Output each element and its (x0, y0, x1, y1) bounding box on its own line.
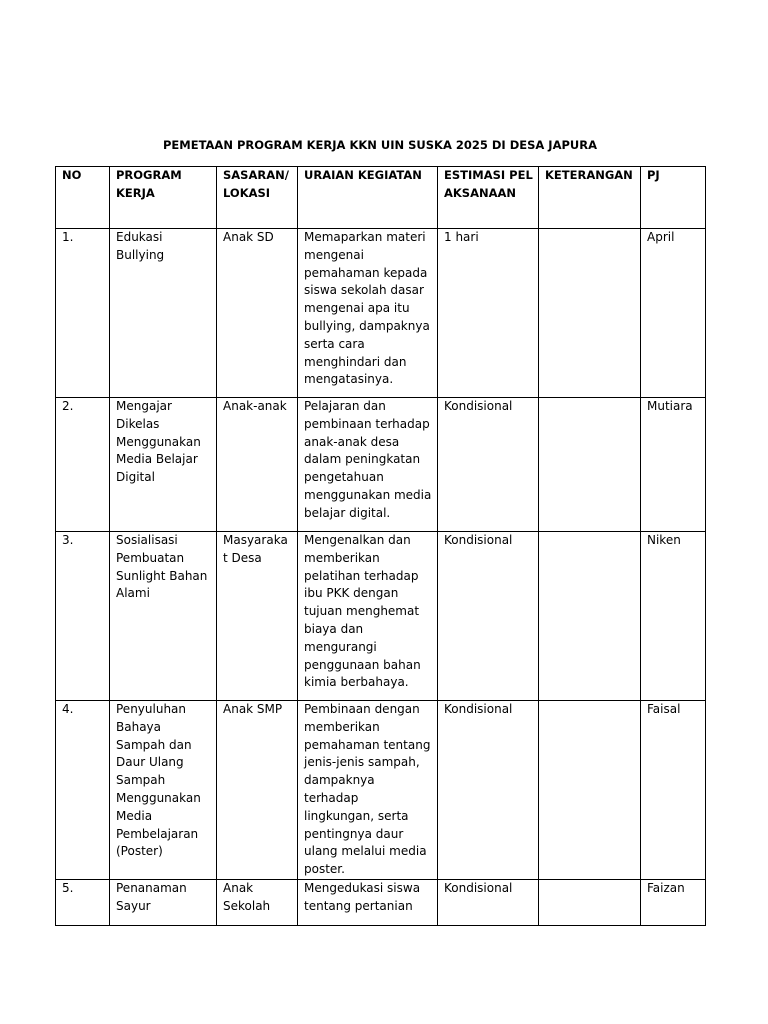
header-program: PROGRAM KERJA (110, 167, 217, 229)
table-row (56, 398, 706, 532)
row-uraian: Pelajaran dan pembinaan terhadap anak-anak desa dalam peningkatan pengetahuan menggunakan media belajar digital. (298, 398, 438, 532)
row-uraian: Pembinaan dengan memberikan pemahaman tentang jenis-jenis sampah, dampaknya terhadap lingkungan, serta pentingnya daur ulang melalui media poster. (298, 701, 438, 880)
row-estimasi: Kondisional (438, 532, 539, 701)
row-program: Mengajar Dikelas Menggunakan Media Belajar Digital (110, 398, 217, 532)
row-estimasi: Kondisional (438, 398, 539, 532)
row-keterangan (539, 532, 641, 701)
row-estimasi: Kondisional (438, 879, 539, 925)
row-pj: Mutiara (641, 398, 706, 532)
row-sasaran: Anak Sekolah (217, 879, 298, 925)
row-no: 1. (56, 229, 110, 398)
header-pj: PJ (641, 167, 706, 229)
row-keterangan (539, 701, 641, 880)
row-program: Penanaman Sayur (110, 879, 217, 925)
header-row (56, 167, 706, 229)
row-pj: Niken (641, 532, 706, 701)
header-estimasi: ESTIMASI PELAKSANAAN (438, 167, 539, 229)
row-sasaran: Masyarakat Desa (217, 532, 298, 701)
row-program: Penyuluhan Bahaya Sampah dan Daur Ulang Sampah Menggunakan Media Pembelajaran (Poster) (110, 701, 217, 880)
program-table (55, 166, 706, 926)
row-sasaran: Anak SD (217, 229, 298, 398)
document-title: PEMETAAN PROGRAM KERJA KKN UIN SUSKA 2025 DI DESA JAPURA (162, 138, 597, 152)
row-keterangan (539, 879, 641, 925)
row-uraian: Memaparkan materi mengenai pemahaman kepada siswa sekolah dasar mengenai apa itu bullying, dampaknya serta cara menghindari dan mengatasinya. (298, 229, 438, 398)
table-row (56, 229, 706, 398)
row-pj: April (641, 229, 706, 398)
row-estimasi: Kondisional (438, 701, 539, 880)
header-uraian: URAIAN KEGIATAN (298, 167, 438, 229)
row-pj: Faisal (641, 701, 706, 880)
row-pj: Faizan (641, 879, 706, 925)
row-no: 3. (56, 532, 110, 701)
header-no: NO (56, 167, 110, 229)
header-sasaran: SASARAN/ LOKASI (217, 167, 298, 229)
row-no: 5. (56, 879, 110, 925)
row-no: 4. (56, 701, 110, 880)
row-program: Sosialisasi Pembuatan Sunlight Bahan Alami (110, 532, 217, 701)
row-program: Edukasi Bullying (110, 229, 217, 398)
table-row (56, 879, 706, 925)
row-estimasi: 1 hari (438, 229, 539, 398)
table-row (56, 532, 706, 701)
header-keterangan: KETERANGAN (539, 167, 641, 229)
row-uraian: Mengenalkan dan memberikan pelatihan terhadap ibu PKK dengan tujuan menghemat biaya dan mengurangi penggunaan bahan kimia berbahaya. (298, 532, 438, 701)
row-uraian: Mengedukasi siswa tentang pertanian (298, 879, 438, 925)
row-keterangan (539, 398, 641, 532)
row-sasaran: Anak SMP (217, 701, 298, 880)
row-no: 2. (56, 398, 110, 532)
table-row (56, 701, 706, 880)
row-sasaran: Anak-anak (217, 398, 298, 532)
row-keterangan (539, 229, 641, 398)
